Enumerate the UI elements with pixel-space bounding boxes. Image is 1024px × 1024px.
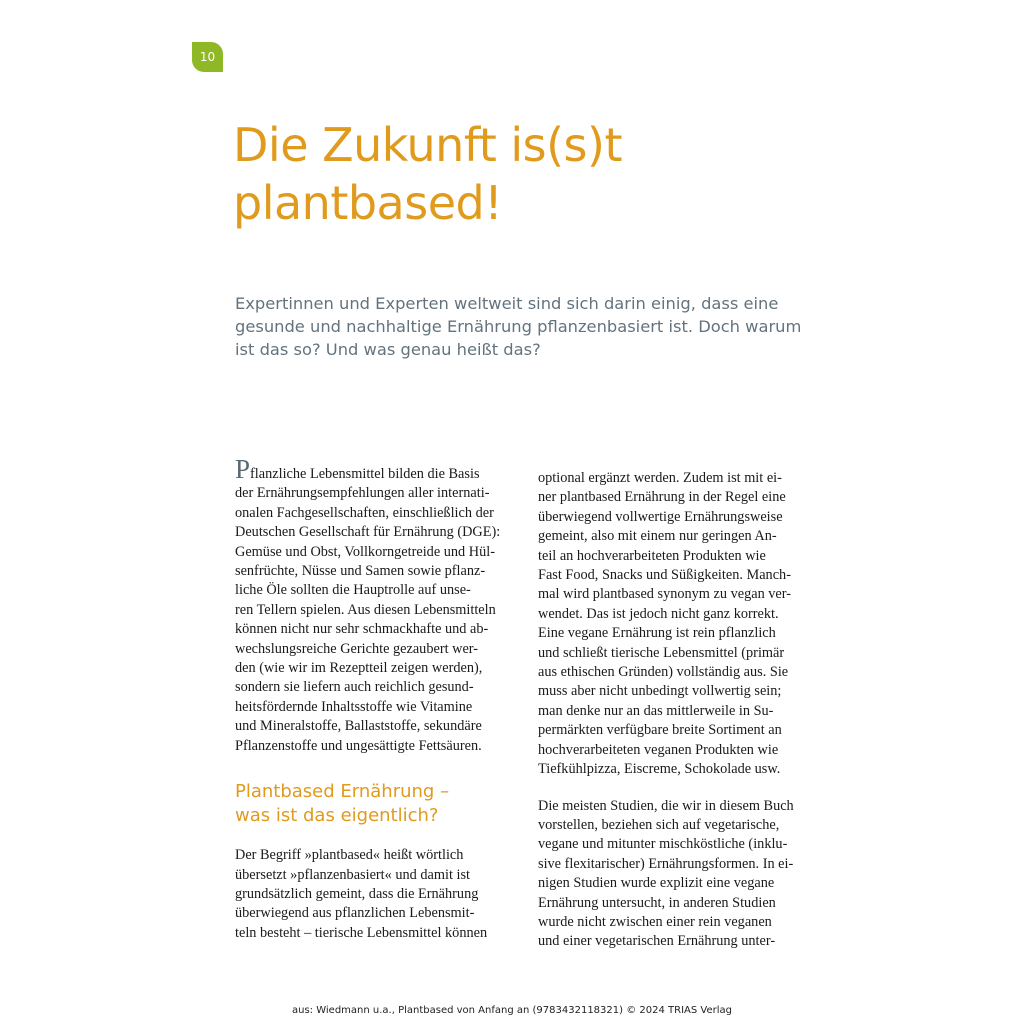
text-line: ren Tellern spielen. Aus diesen Lebensmitteln [235, 601, 496, 618]
text-line: und Mineralstoffe, Ballaststoffe, sekundäre [235, 718, 482, 735]
text-line: grundsätzlich gemeint, dass die Ernährung [235, 885, 479, 902]
text-line: Ernährung untersucht, in anderen Studien [538, 894, 776, 911]
text-line: der Ernährungsempfehlungen aller internati- [235, 485, 490, 502]
text-line: Tiefkühlpizza, Eiscreme, Schokolade usw. [538, 761, 781, 778]
text-line: Gemüse und Obst, Vollkorngetreide und Hül- [235, 543, 495, 560]
text-line: vorstellen, beziehen sich auf vegetarische, [538, 816, 780, 833]
text-line: hochverarbeiteten veganen Produkten wie [538, 741, 779, 758]
right-column [538, 469, 813, 952]
text-line: permärkten verfügbare breite Sortiment an [538, 722, 782, 739]
page-number-badge: 10 [192, 42, 223, 72]
subheading-line: was ist das eigentlich? [235, 805, 439, 827]
text-line: übersetzt »pflanzenbasiert« und damit ist [235, 866, 471, 883]
text-line: teil an hochverarbeiteten Produkten wie [538, 547, 766, 564]
text-line: heitsfördernde Inhaltsstoffe wie Vitamine [235, 698, 473, 715]
text-line: man denke nur an das mittlerweile in Su- [538, 702, 774, 719]
intro-line: Expertinnen und Experten weltweit sind sich darin einig, dass eine [235, 294, 779, 313]
title-line: Die Zukunft is(s)t [233, 118, 623, 172]
first-line [235, 454, 510, 484]
text-line: gemeint, also mit einem nur geringen An- [538, 528, 777, 545]
left-column [235, 454, 510, 943]
text-line: sondern sie liefern auch reichlich gesund- [235, 679, 474, 696]
intro-line: ist das so? Und was genau heißt das? [235, 340, 541, 359]
text-line: Pflanzenstoffe und ungesättigte Fettsäuren. [235, 737, 482, 754]
text-line: aus ethischen Gründen) vollständig aus. Sie [538, 664, 789, 681]
text-line: wechslungsreiche Gerichte gezaubert wer- [235, 640, 479, 657]
text-line: optional ergänzt werden. Zudem ist mit ei- [538, 470, 782, 486]
text-line: ner plantbased Ernährung in der Regel eine [538, 489, 786, 506]
text-line: mal wird plantbased synonym zu vegan ver- [538, 586, 792, 603]
body-paragraph [538, 469, 813, 780]
text-line: Fast Food, Snacks und Süßigkeiten. Manch- [538, 567, 791, 584]
text-line: senfrüchte, Nüsse und Samen sowie pflanz- [235, 563, 486, 580]
text-line: nigen Studien wurde explizit eine vegane [538, 875, 775, 892]
text-line: und einer vegetarischen Ernährung unter- [538, 933, 776, 950]
subheading-line: Plantbased Ernährung – [235, 781, 450, 803]
text-line: Der Begriff »plantbased« heißt wörtlich [235, 847, 464, 864]
text-line: muss aber nicht unbedingt vollwertig sein; [538, 683, 782, 700]
paragraph-spacer [538, 780, 813, 797]
text-line: liche Öle sollten die Hauptrolle auf unse- [235, 582, 471, 599]
text-line: Die meisten Studien, die wir in diesem Buch [538, 797, 794, 814]
text-line: überwiegend aus pflanzlichen Lebensmit- [235, 905, 475, 922]
text-line: überwiegend vollwertige Ernährungsweise [538, 508, 783, 525]
drop-cap: P [235, 454, 251, 484]
intro-paragraph [235, 292, 802, 361]
text-line: wurde nicht zwischen einer rein veganen [538, 913, 772, 930]
section-subheading [235, 780, 510, 828]
intro-line: gesunde und nachhaltige Ernährung pflanzenbasiert ist. Doch warum [235, 317, 802, 336]
text-line: teln besteht – tierische Lebensmittel können [235, 924, 488, 941]
text-line: wendet. Das ist jedoch nicht ganz korrekt. [538, 605, 779, 622]
text-line: onalen Fachgesellschaften, einschließlich der [235, 504, 494, 521]
source-footer: aus: Wiedmann u.a., Plantbased von Anfang an (9783432118321) © 2024 TRIAS Verlag [292, 1005, 732, 1016]
text-line: den (wie wir im Rezeptteil zeigen werden), [235, 660, 483, 677]
first-line-text: flanzliche Lebensmittel bilden die Basis [250, 466, 480, 482]
body-paragraph [235, 846, 510, 943]
body-paragraph [235, 484, 510, 756]
text-line: und schließt tierische Lebensmittel (primär [538, 644, 785, 661]
text-line: können nicht nur sehr schmackhafte und ab- [235, 621, 489, 638]
text-line: sive flexitarischer) Ernährungsformen. In ei- [538, 855, 794, 872]
text-line: Deutschen Gesellschaft für Ernährung (DGE): [235, 524, 501, 541]
page-title [233, 116, 833, 232]
title-line: plantbased! [233, 176, 503, 230]
body-paragraph [538, 797, 813, 952]
text-line: Eine vegane Ernährung ist rein pflanzlich [538, 625, 776, 642]
text-line: vegane und mitunter mischköstliche (inklu- [538, 836, 788, 853]
